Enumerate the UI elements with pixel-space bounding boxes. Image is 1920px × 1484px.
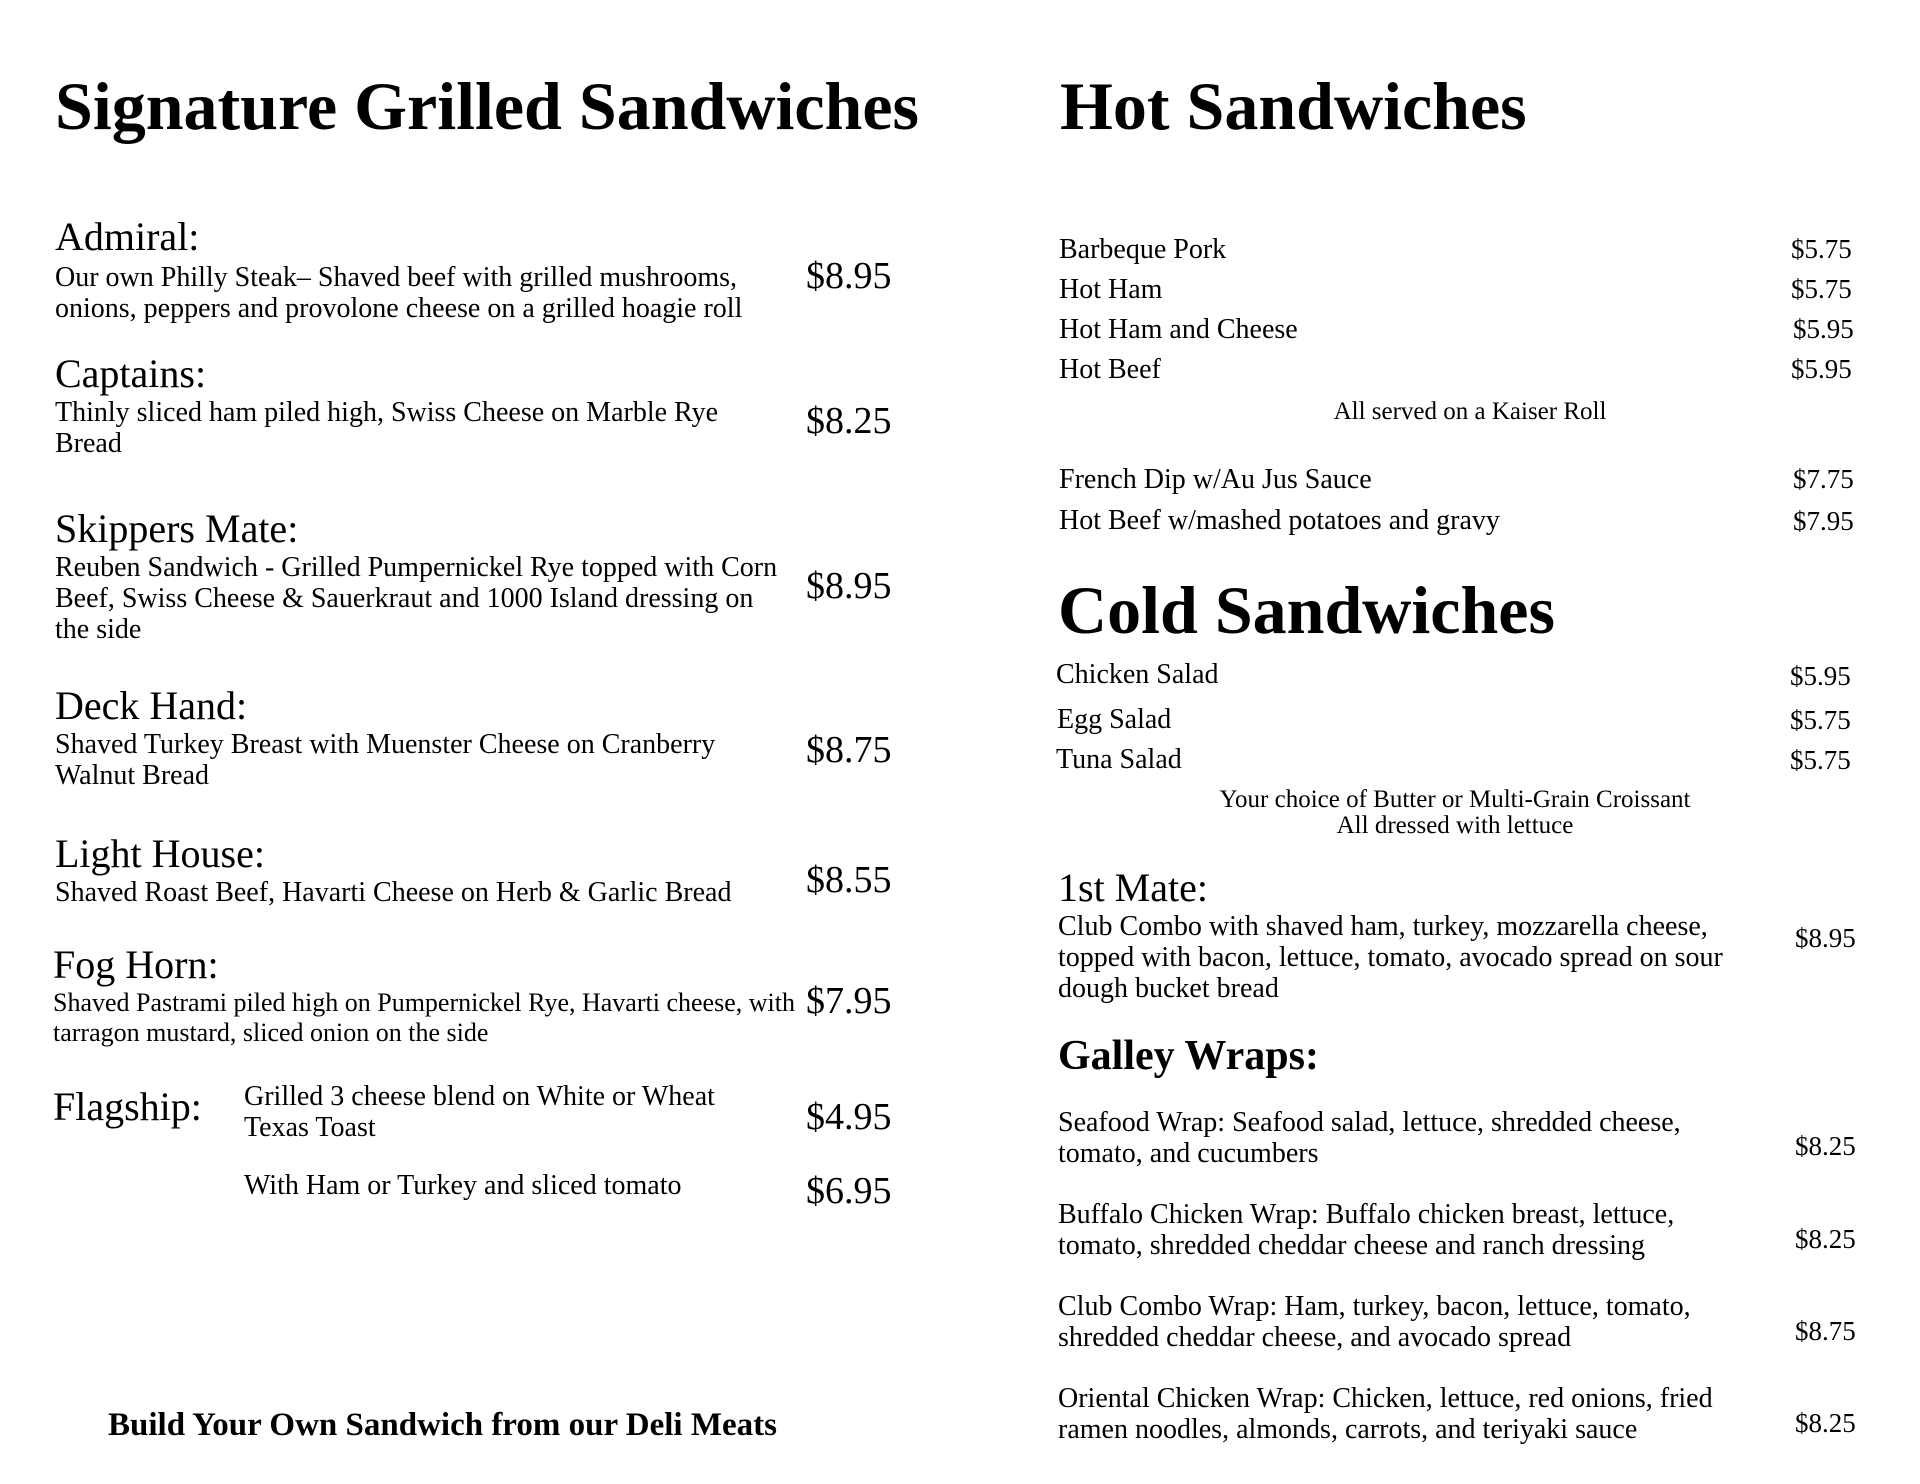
cold-note-line2: All dressed with lettuce	[1336, 812, 1574, 839]
wrap-desc: Buffalo Chicken Wrap: Buffalo chicken breast, lettuce, tomato, shredded cheddar cheese and ranch dressing	[1058, 1199, 1675, 1261]
cold-item-name: Tuna Salad	[1056, 744, 1182, 775]
admiral-name: Admiral:	[55, 214, 200, 259]
signature-grilled-title: Signature Grilled Sandwiches	[55, 68, 919, 144]
light-house-price: $8.55	[806, 859, 892, 901]
galley-wraps-title: Galley Wraps:	[1058, 1033, 1319, 1079]
wrap-price: $8.25	[1795, 1224, 1856, 1254]
deck-hand-price: $8.75	[806, 729, 892, 771]
light-house-desc: Shaved Roast Beef, Havarti Cheese on Herb & Garlic Bread	[55, 877, 732, 908]
wrap-desc: Oriental Chicken Wrap: Chicken, lettuce, red onions, fried ramen noodles, almonds, carrots, and teriyaki sauce	[1058, 1383, 1713, 1445]
hot-item-price: $5.75	[1791, 274, 1852, 304]
hot-item-price: $5.95	[1793, 314, 1854, 344]
light-house-name: Light House:	[55, 831, 265, 876]
hot-item-name: Barbeque Pork	[1059, 234, 1227, 265]
first-mate-desc: Club Combo with shaved ham, turkey, mozzarella cheese, topped with bacon, lettuce, tomato, avocado spread on sour dough bucket bread	[1058, 911, 1723, 1004]
flagship-desc: Grilled 3 cheese blend on White or Wheat Texas Toast	[244, 1081, 715, 1143]
cold-item-name: Egg Salad	[1057, 704, 1172, 735]
skippers-mate-desc: Reuben Sandwich - Grilled Pumpernickel Rye topped with Corn Beef, Swiss Cheese & Sauerkraut and 1000 Island dressing on the side	[55, 552, 778, 645]
hot-item-name: Hot Beef w/mashed potatoes and gravy	[1059, 505, 1500, 536]
skippers-mate-name: Skippers Mate:	[55, 506, 299, 551]
skippers-mate-price: $8.95	[806, 565, 892, 607]
flagship-extra-desc: With Ham or Turkey and sliced tomato	[244, 1170, 682, 1201]
wrap-price: $8.25	[1795, 1131, 1856, 1161]
first-mate-name: 1st Mate:	[1058, 865, 1208, 910]
deck-hand-name: Deck Hand:	[55, 683, 248, 728]
cold-item-price: $5.75	[1790, 705, 1851, 735]
cold-sandwiches-title: Cold Sandwiches	[1058, 572, 1555, 648]
fog-horn-price: $7.95	[806, 980, 892, 1022]
wrap-desc: Seafood Wrap: Seafood salad, lettuce, shredded cheese, tomato, and cucumbers	[1058, 1107, 1681, 1169]
admiral-price: $8.95	[806, 255, 892, 297]
hot-item-name: Hot Ham and Cheese	[1059, 314, 1298, 345]
hot-item-name: Hot Ham	[1059, 274, 1163, 305]
captains-desc: Thinly sliced ham piled high, Swiss Cheese on Marble Rye Bread	[55, 397, 719, 459]
cold-note-line1: Your choice of Butter or Multi-Grain Croissant	[1219, 786, 1691, 813]
hot-item-price: $7.75	[1793, 464, 1854, 494]
flagship-price: $4.95	[806, 1096, 892, 1138]
hot-note: All served on a Kaiser Roll	[1333, 398, 1607, 425]
build-your-own-footer: Build Your Own Sandwich from our Deli Meats	[108, 1407, 777, 1443]
cold-item-name: Chicken Salad	[1056, 659, 1219, 690]
wrap-price: $8.25	[1795, 1408, 1856, 1438]
cold-item-price: $5.95	[1790, 661, 1851, 691]
captains-price: $8.25	[806, 400, 892, 442]
hot-item-name: Hot Beef	[1059, 354, 1161, 385]
hot-item-name: French Dip w/Au Jus Sauce	[1059, 464, 1372, 495]
wrap-desc: Club Combo Wrap: Ham, turkey, bacon, lettuce, tomato, shredded cheddar cheese, and avocado spread	[1058, 1291, 1691, 1353]
wrap-price: $8.75	[1795, 1316, 1856, 1346]
hot-item-price: $5.75	[1791, 234, 1852, 264]
fog-horn-name: Fog Horn:	[53, 942, 219, 987]
flagship-extra-price: $6.95	[806, 1170, 892, 1212]
hot-item-price: $5.95	[1791, 354, 1852, 384]
flagship-name: Flagship:	[53, 1084, 202, 1129]
captains-name: Captains:	[55, 351, 207, 396]
hot-item-price: $7.95	[1793, 506, 1854, 536]
deck-hand-desc: Shaved Turkey Breast with Muenster Cheese on Cranberry Walnut Bread	[55, 729, 716, 791]
admiral-desc: Our own Philly Steak– Shaved beef with grilled mushrooms, onions, peppers and provolone cheese on a grilled hoagie roll	[55, 262, 743, 324]
hot-sandwiches-title: Hot Sandwiches	[1060, 68, 1527, 144]
first-mate-price: $8.95	[1795, 923, 1856, 953]
cold-item-price: $5.75	[1790, 745, 1851, 775]
fog-horn-desc: Shaved Pastrami piled high on Pumpernickel Rye, Havarti cheese, with tarragon mustard, sliced onion on the side	[53, 988, 795, 1047]
